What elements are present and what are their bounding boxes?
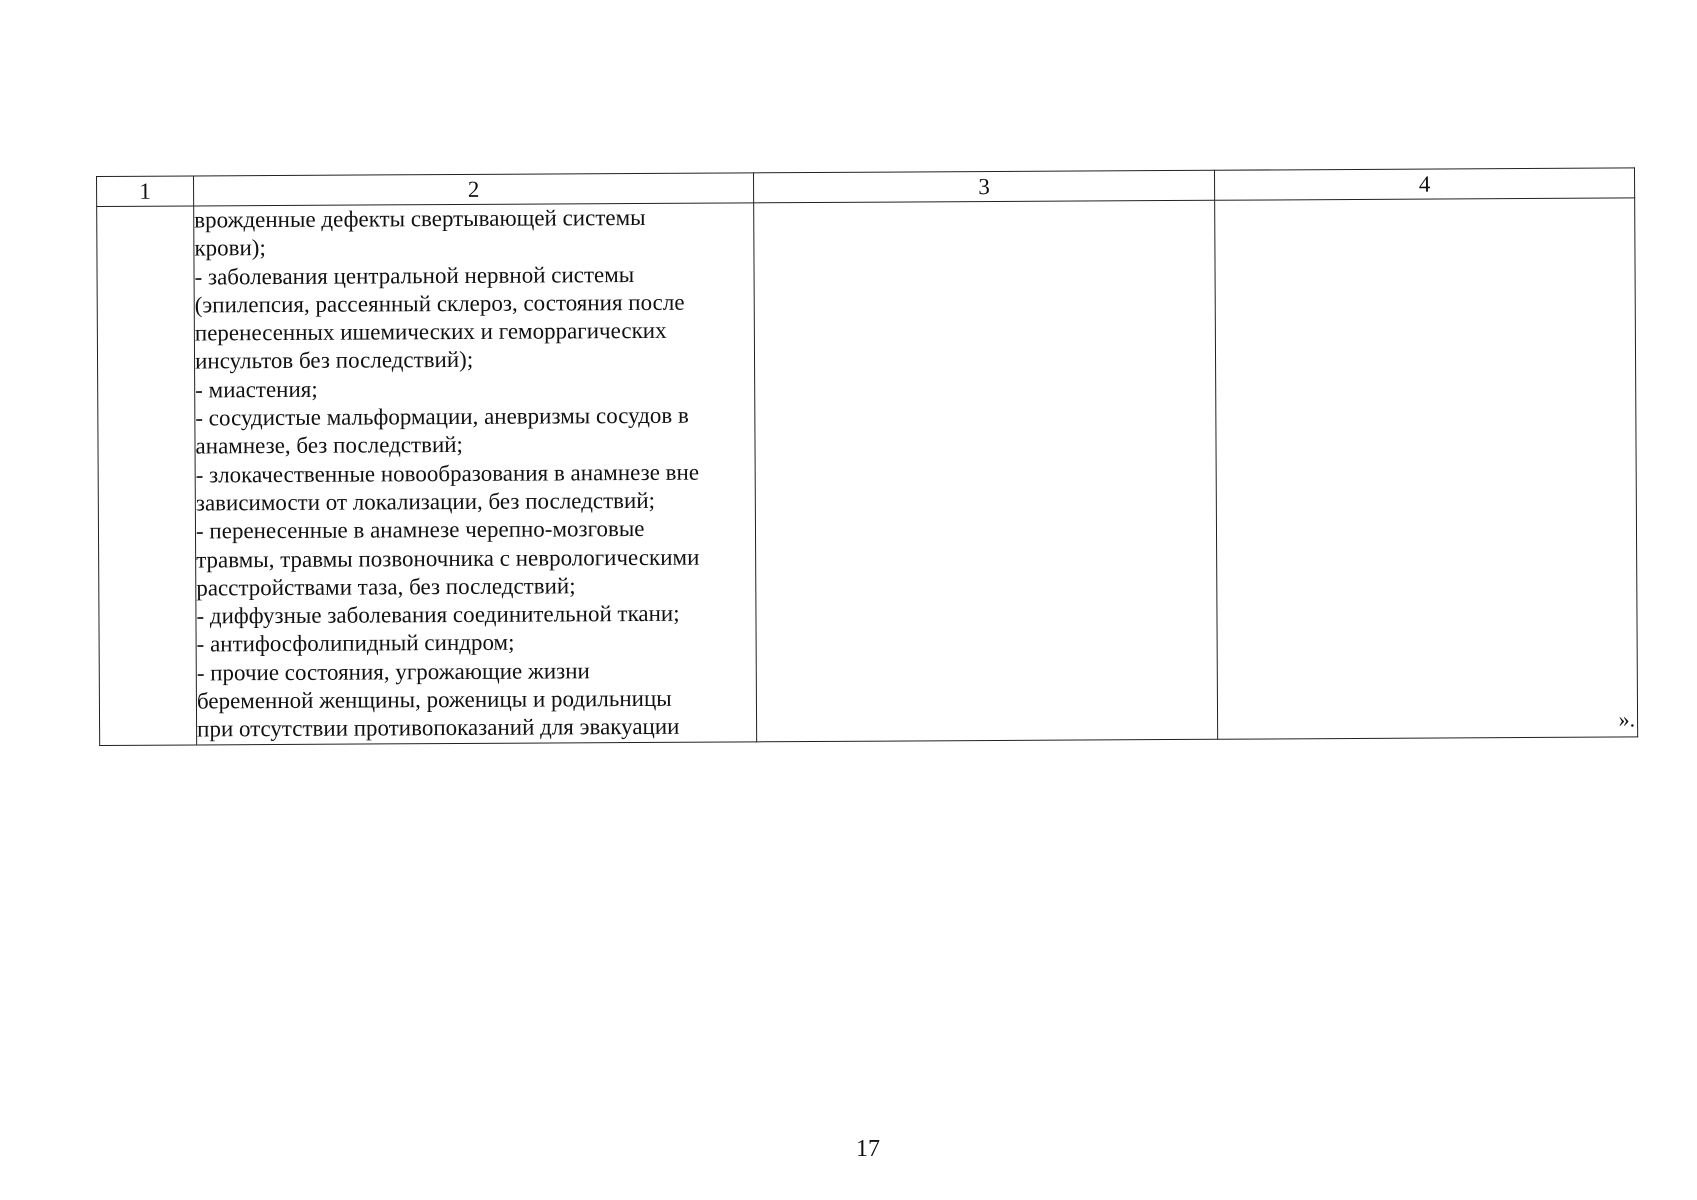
text-line: - заболевания центральной нервной системы bbox=[194, 261, 635, 290]
column-header-1: 1 bbox=[97, 176, 194, 207]
text-line: инсультов без последствий); bbox=[194, 347, 474, 374]
text-line: анамнезе, без последствий; bbox=[195, 432, 463, 459]
text-line: - прочие состояния, угрожающие жизни bbox=[196, 657, 590, 686]
text-line: - перенесенные в анамнезе черепно-мозговые bbox=[195, 516, 645, 544]
text-line: крови); bbox=[194, 235, 266, 261]
col4-cell bbox=[1215, 198, 1638, 739]
col2-cell bbox=[194, 203, 757, 745]
text-line: врожденные дефекты свертывающей системы bbox=[194, 204, 646, 233]
content-table bbox=[96, 167, 1638, 745]
page-number: 17 bbox=[856, 1136, 880, 1162]
text-line: (эпилепсия, рассеянный склероз, состояния после bbox=[194, 289, 685, 318]
text-line: травмы, травмы позвоночника с неврологическими bbox=[196, 544, 700, 573]
text-line: - миастения; bbox=[195, 376, 318, 403]
column-header-2: 2 bbox=[194, 173, 754, 206]
closing-quote: ». bbox=[1618, 706, 1636, 732]
column-header-4: 4 bbox=[1214, 168, 1634, 200]
text-line: беременной женщины, роженицы и родильницы bbox=[196, 685, 672, 714]
column-header-3: 3 bbox=[753, 170, 1214, 203]
text-line: - диффузные заболевания соединительной ткани; bbox=[196, 600, 680, 629]
text-line: - злокачественные новообразования в анамнезе вне bbox=[195, 459, 700, 488]
text-line: перенесенных ишемических и геморрагических bbox=[194, 318, 667, 346]
col3-cell bbox=[754, 200, 1218, 741]
col1-cell bbox=[97, 206, 197, 745]
text-line: - антифосфолипидный синдром; bbox=[196, 630, 515, 657]
text-line: расстройствами таза, без последствий; bbox=[196, 573, 576, 601]
text-line: при отсутствии противопоказаний для эвакуации bbox=[197, 714, 680, 742]
text-line: - сосудистые мальформации, аневризмы сосудов в bbox=[195, 402, 689, 431]
text-line: зависимости от локализации, без последствий; bbox=[195, 487, 656, 516]
table-row bbox=[97, 198, 1638, 745]
